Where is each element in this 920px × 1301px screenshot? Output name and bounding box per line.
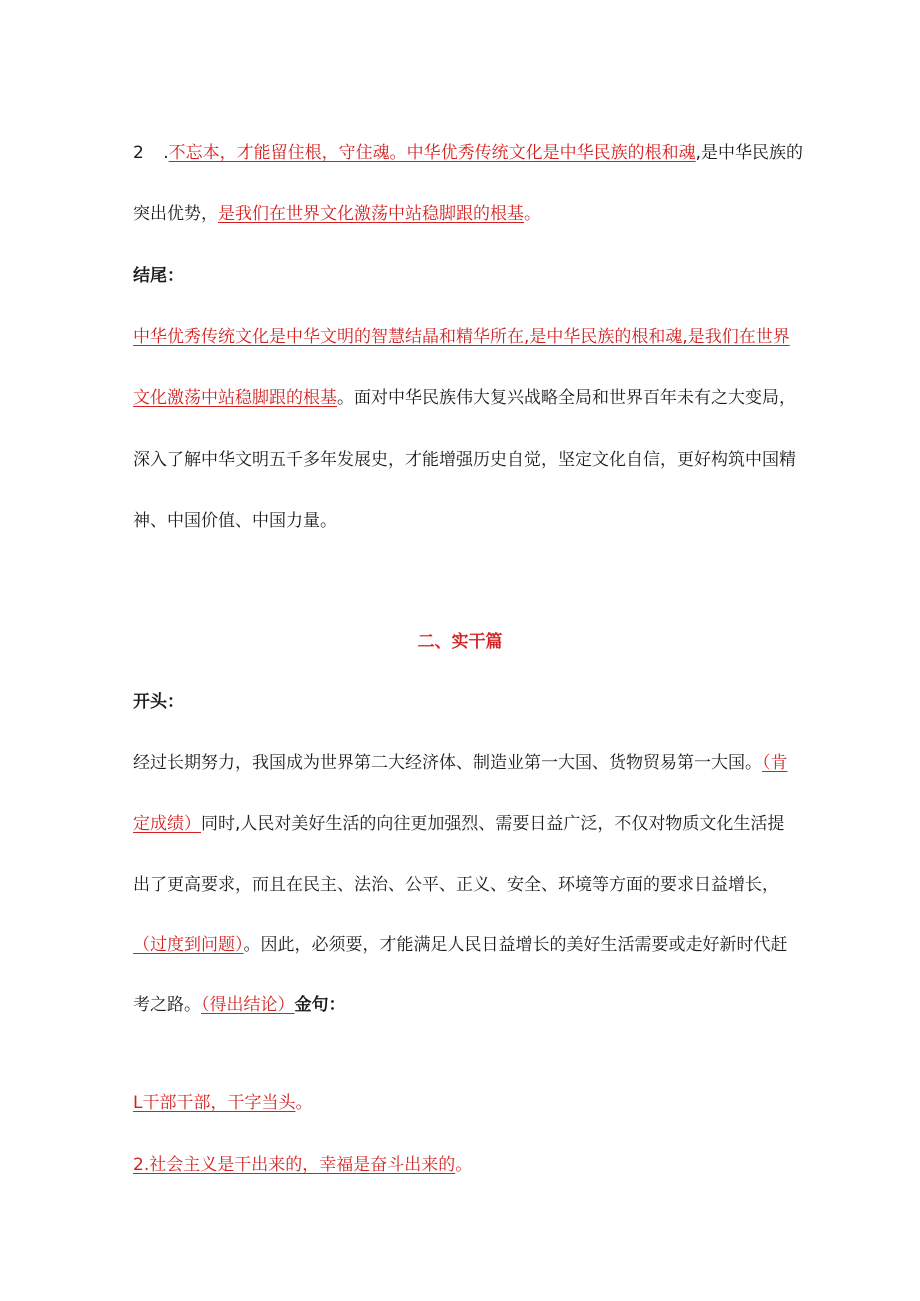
ending-line3: 深入了解中华文明五千多年发展史，才能增强历史自觉，坚定文化自信，更好构筑中国精 bbox=[133, 450, 796, 470]
body-text: 。面对中华民族伟大复兴战略全局和世界百年未有之大变局， bbox=[337, 388, 796, 408]
opening-line3: 出了更高要求，而且在民主、法治、公平、正义、安全、环境等方面的要求日益增长， bbox=[133, 875, 779, 895]
opening-line4 bbox=[133, 933, 793, 957]
body-text: 突出优势， bbox=[133, 204, 218, 224]
body-text: 经过长期努力，我国成为世界第二大经济体、制造业第一大国、货物贸易第一大国。 bbox=[133, 753, 762, 773]
paragraph-item-2-line1 bbox=[133, 141, 804, 165]
highlight-phrase: 是我们在世界文化激荡中站稳脚跟的根基 bbox=[218, 204, 524, 224]
highlight-phrase: 不忘本，才能留住根，守住魂。 bbox=[168, 143, 407, 163]
quote-item bbox=[133, 1153, 793, 1177]
opening-label: 开头： bbox=[133, 692, 184, 712]
annotation: （得出结论） bbox=[201, 995, 295, 1015]
highlight-phrase: 文化激荡中站稳脚跟的根基 bbox=[133, 388, 337, 408]
body-text: 同时,人民对美好生活的向往更加强烈、需要日益广泛，不仅对物质文化生活提 bbox=[201, 814, 785, 834]
section-title: 二、实干篇 bbox=[417, 632, 503, 652]
body-text: 。 bbox=[524, 204, 541, 224]
paragraph-item-2-line2 bbox=[133, 202, 793, 226]
ending-line4: 神、中国价值、中国力量。 bbox=[133, 511, 337, 531]
opening-line2 bbox=[133, 812, 793, 836]
quote-end: 。 bbox=[295, 1093, 313, 1113]
body-text: ,是中华民族的 bbox=[695, 143, 804, 163]
quote-item bbox=[133, 1091, 793, 1115]
quote-end: 。 bbox=[455, 1155, 473, 1175]
ending-label: 结尾： bbox=[133, 266, 184, 286]
annotation: （肯 bbox=[762, 753, 788, 773]
annotation: 定成绩） bbox=[133, 814, 201, 834]
highlight-phrase: 中华优秀传统文化是中华文明的智慧结晶和精华所在,是中华民族的根和魂,是我们在世界 bbox=[133, 327, 790, 347]
opening-line1 bbox=[133, 751, 793, 775]
item-separator: . bbox=[163, 143, 169, 163]
quote-text: L干部干部，干字当头 bbox=[133, 1093, 296, 1113]
quote-text: 2.社会主义是干出来的，幸福是奋斗出来的 bbox=[133, 1155, 456, 1175]
item-number: 2 bbox=[133, 143, 144, 163]
ending-line1 bbox=[133, 325, 793, 349]
ending-line2 bbox=[133, 386, 796, 410]
annotation: （过度到问题） bbox=[133, 935, 244, 955]
highlight-phrase: 中华优秀传统文化是中华民族的根和魂 bbox=[406, 143, 696, 163]
quote-label: 金句： bbox=[294, 995, 346, 1015]
body-text: 考之路。 bbox=[133, 995, 201, 1015]
body-text: 。因此，必须要，才能满足人民日益增长的美好生活需要或走好新时代赶 bbox=[243, 935, 788, 955]
opening-line5 bbox=[133, 993, 793, 1017]
